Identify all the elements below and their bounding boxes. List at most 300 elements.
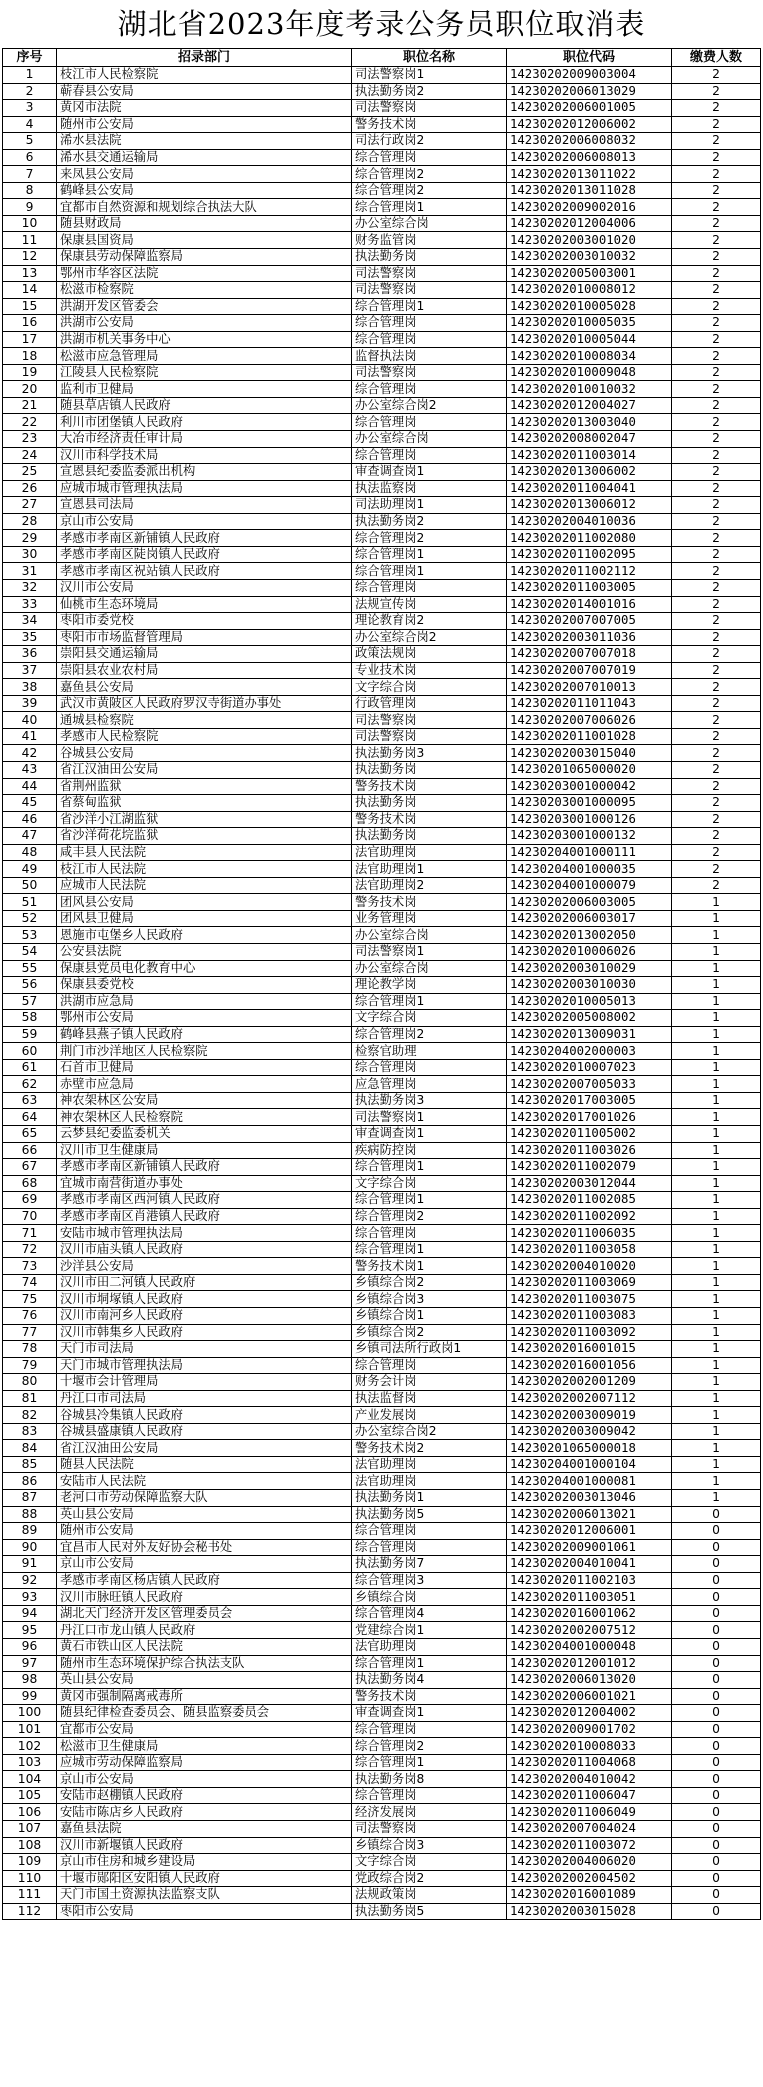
row-index: 95 (3, 1622, 57, 1639)
row-position-name: 综合管理岗1 (352, 1159, 507, 1176)
row-department: 省沙洋小江湖监狱 (57, 811, 352, 828)
row-paid-count: 2 (672, 215, 761, 232)
row-index: 34 (3, 613, 57, 630)
row-position-name: 乡镇综合岗 (352, 1589, 507, 1606)
table-row (3, 1341, 761, 1358)
table-row (3, 1423, 761, 1440)
row-paid-count: 2 (672, 728, 761, 745)
table-row (3, 993, 761, 1010)
header-paid-count: 缴费人数 (672, 49, 761, 67)
row-department: 十堰市郧阳区安阳镇人民政府 (57, 1870, 352, 1887)
row-index: 90 (3, 1539, 57, 1556)
row-position-name: 法官助理岗1 (352, 861, 507, 878)
row-paid-count: 2 (672, 116, 761, 133)
table-row (3, 1754, 761, 1771)
table-row (3, 910, 761, 927)
row-position-code: 14230202010010032 (507, 381, 672, 398)
row-index: 51 (3, 894, 57, 911)
row-index: 40 (3, 712, 57, 729)
table-row (3, 1026, 761, 1043)
table-row (3, 1672, 761, 1689)
row-position-name: 综合管理岗2 (352, 1026, 507, 1043)
row-position-name: 执法勤务岗5 (352, 1506, 507, 1523)
row-department: 保康县劳动保障监察局 (57, 249, 352, 266)
table-row (3, 1870, 761, 1887)
table-row (3, 149, 761, 166)
row-paid-count: 0 (672, 1589, 761, 1606)
row-department: 江陵县人民检察院 (57, 364, 352, 381)
row-position-code: 14230202012001012 (507, 1655, 672, 1672)
row-paid-count: 0 (672, 1539, 761, 1556)
row-index: 2 (3, 83, 57, 100)
row-department: 汉川市公安局 (57, 579, 352, 596)
row-position-name: 乡镇综合岗3 (352, 1837, 507, 1854)
row-position-name: 疾病防控岗 (352, 1142, 507, 1159)
row-position-name: 执法勤务岗 (352, 828, 507, 845)
row-paid-count: 1 (672, 1407, 761, 1424)
row-position-code: 14230202011006035 (507, 1225, 672, 1242)
table-row (3, 1142, 761, 1159)
table-row (3, 397, 761, 414)
row-department: 宜城市南营街道办事处 (57, 1175, 352, 1192)
row-paid-count: 1 (672, 993, 761, 1010)
row-department: 公安县法院 (57, 943, 352, 960)
row-index: 52 (3, 910, 57, 927)
row-position-code: 14230202011003051 (507, 1589, 672, 1606)
row-paid-count: 2 (672, 464, 761, 481)
row-position-code: 14230202007006026 (507, 712, 672, 729)
row-position-code: 14230202010005013 (507, 993, 672, 1010)
table-row (3, 728, 761, 745)
row-position-code: 14230202003015028 (507, 1903, 672, 1920)
row-paid-count: 1 (672, 1274, 761, 1291)
row-position-name: 综合管理岗1 (352, 993, 507, 1010)
row-index: 83 (3, 1423, 57, 1440)
row-paid-count: 0 (672, 1523, 761, 1540)
row-position-name: 司法警察岗 (352, 1820, 507, 1837)
row-position-name: 专业技术岗 (352, 662, 507, 679)
row-position-name: 综合管理岗 (352, 315, 507, 332)
row-position-code: 14230202010009048 (507, 364, 672, 381)
row-paid-count: 2 (672, 844, 761, 861)
row-index: 29 (3, 530, 57, 547)
row-position-name: 执法勤务岗2 (352, 83, 507, 100)
table-row (3, 447, 761, 464)
table-row (3, 712, 761, 729)
row-index: 24 (3, 447, 57, 464)
row-position-code: 14230202011006047 (507, 1787, 672, 1804)
row-position-code: 14230202010005044 (507, 331, 672, 348)
row-paid-count: 2 (672, 100, 761, 117)
table-row (3, 166, 761, 183)
row-paid-count: 1 (672, 977, 761, 994)
row-position-name: 业务管理岗 (352, 910, 507, 927)
table-row (3, 497, 761, 514)
row-position-name: 审查调查岗1 (352, 1126, 507, 1143)
table-row (3, 1043, 761, 1060)
row-department: 团风县公安局 (57, 894, 352, 911)
row-position-name: 综合管理岗2 (352, 1738, 507, 1755)
row-paid-count: 1 (672, 1208, 761, 1225)
row-position-code: 14230202007004024 (507, 1820, 672, 1837)
row-position-code: 14230202011003083 (507, 1308, 672, 1325)
row-position-name: 党建综合岗1 (352, 1622, 507, 1639)
row-position-name: 综合管理岗 (352, 331, 507, 348)
row-position-name: 法官助理岗2 (352, 877, 507, 894)
row-paid-count: 1 (672, 1291, 761, 1308)
table-row (3, 828, 761, 845)
row-position-name: 理论教育岗2 (352, 613, 507, 630)
row-index: 58 (3, 1010, 57, 1027)
row-paid-count: 2 (672, 166, 761, 183)
row-paid-count: 2 (672, 546, 761, 563)
row-index: 92 (3, 1572, 57, 1589)
row-position-code: 14230202012006002 (507, 116, 672, 133)
row-position-name: 乡镇综合岗2 (352, 1274, 507, 1291)
row-department: 应城市城市管理执法局 (57, 480, 352, 497)
row-department: 汉川市科学技术局 (57, 447, 352, 464)
row-index: 65 (3, 1126, 57, 1143)
row-position-name: 警务技术岗1 (352, 1258, 507, 1275)
row-position-code: 14230202006013020 (507, 1672, 672, 1689)
row-department: 洪湖市应急局 (57, 993, 352, 1010)
row-department: 随县草店镇人民政府 (57, 397, 352, 414)
row-position-code: 14230202011002092 (507, 1208, 672, 1225)
row-department: 宣恩县纪委监委派出机构 (57, 464, 352, 481)
row-department: 省江汉油田公安局 (57, 1440, 352, 1457)
row-position-code: 14230202011006049 (507, 1804, 672, 1821)
row-department: 汉川市新堰镇人民政府 (57, 1837, 352, 1854)
table-row (3, 1655, 761, 1672)
row-position-code: 14230202005003001 (507, 265, 672, 282)
row-index: 66 (3, 1142, 57, 1159)
row-position-code: 14230202010005028 (507, 298, 672, 315)
row-position-code: 14230202011003026 (507, 1142, 672, 1159)
row-position-code: 14230202013006012 (507, 497, 672, 514)
row-department: 汉川市脉旺镇人民政府 (57, 1589, 352, 1606)
header-position-name: 职位名称 (352, 49, 507, 67)
row-position-code: 14230202011002079 (507, 1159, 672, 1176)
row-paid-count: 2 (672, 778, 761, 795)
row-paid-count: 2 (672, 414, 761, 431)
row-paid-count: 0 (672, 1572, 761, 1589)
row-position-code: 14230202010006026 (507, 943, 672, 960)
row-index: 73 (3, 1258, 57, 1275)
row-position-code: 14230204002000003 (507, 1043, 672, 1060)
row-department: 谷城县公安局 (57, 745, 352, 762)
row-department: 孝感市孝南区陡岗镇人民政府 (57, 546, 352, 563)
row-department: 枝江市人民法院 (57, 861, 352, 878)
row-position-code: 14230202003009042 (507, 1423, 672, 1440)
header-position-code: 职位代码 (507, 49, 672, 67)
row-position-code: 14230204001000111 (507, 844, 672, 861)
row-index: 45 (3, 795, 57, 812)
row-department: 随县纪律检查委员会、随县监察委员会 (57, 1705, 352, 1722)
row-index: 39 (3, 695, 57, 712)
row-position-code: 14230202013009031 (507, 1026, 672, 1043)
row-position-name: 执法勤务岗3 (352, 1092, 507, 1109)
row-position-name: 司法行政岗2 (352, 133, 507, 150)
row-position-name: 司法警察岗 (352, 364, 507, 381)
row-index: 87 (3, 1490, 57, 1507)
row-position-code: 14230202002007112 (507, 1390, 672, 1407)
row-position-code: 14230202017001026 (507, 1109, 672, 1126)
row-paid-count: 2 (672, 381, 761, 398)
row-department: 应城市人民法院 (57, 877, 352, 894)
row-position-code: 14230202003010029 (507, 960, 672, 977)
row-index: 78 (3, 1341, 57, 1358)
table-row (3, 927, 761, 944)
row-position-code: 14230202007007018 (507, 646, 672, 663)
row-index: 104 (3, 1771, 57, 1788)
row-position-code: 14230202011002103 (507, 1572, 672, 1589)
row-position-code: 14230202011002080 (507, 530, 672, 547)
row-position-name: 综合管理岗 (352, 447, 507, 464)
row-position-name: 财务会计岗 (352, 1374, 507, 1391)
table-row (3, 1887, 761, 1904)
row-position-name: 司法警察岗 (352, 100, 507, 117)
row-paid-count: 0 (672, 1655, 761, 1672)
row-position-name: 法官助理岗 (352, 1456, 507, 1473)
row-position-name: 产业发展岗 (352, 1407, 507, 1424)
table-row (3, 215, 761, 232)
row-department: 浠水县法院 (57, 133, 352, 150)
row-department: 鹤峰县公安局 (57, 182, 352, 199)
row-department: 团风县卫健局 (57, 910, 352, 927)
row-index: 72 (3, 1241, 57, 1258)
row-position-code: 14230202008002047 (507, 431, 672, 448)
row-department: 鹤峰县燕子镇人民政府 (57, 1026, 352, 1043)
table-row (3, 431, 761, 448)
row-position-code: 14230202010008033 (507, 1738, 672, 1755)
row-department: 荆门市沙洋地区人民检察院 (57, 1043, 352, 1060)
row-department: 安陆市赵棚镇人民政府 (57, 1787, 352, 1804)
table-row (3, 1787, 761, 1804)
row-department: 枣阳市公安局 (57, 1903, 352, 1920)
row-index: 64 (3, 1109, 57, 1126)
row-paid-count: 0 (672, 1738, 761, 1755)
row-department: 省沙洋荷花垸监狱 (57, 828, 352, 845)
row-position-name: 执法勤务岗8 (352, 1771, 507, 1788)
row-department: 京山市住房和城乡建设局 (57, 1854, 352, 1871)
row-position-name: 文字综合岗 (352, 1010, 507, 1027)
row-paid-count: 1 (672, 910, 761, 927)
row-department: 天门市城市管理执法局 (57, 1357, 352, 1374)
row-position-name: 司法警察岗1 (352, 1109, 507, 1126)
row-paid-count: 1 (672, 1341, 761, 1358)
row-position-code: 14230204001000048 (507, 1638, 672, 1655)
row-paid-count: 1 (672, 1308, 761, 1325)
row-department: 利川市团堡镇人民政府 (57, 414, 352, 431)
row-paid-count: 0 (672, 1870, 761, 1887)
row-position-code: 14230202002001209 (507, 1374, 672, 1391)
row-index: 91 (3, 1556, 57, 1573)
row-index: 112 (3, 1903, 57, 1920)
row-department: 黄冈市法院 (57, 100, 352, 117)
table-row (3, 1291, 761, 1308)
row-position-code: 14230202011003014 (507, 447, 672, 464)
row-paid-count: 2 (672, 530, 761, 547)
row-position-name: 法规宣传岗 (352, 596, 507, 613)
row-paid-count: 2 (672, 265, 761, 282)
row-position-name: 法官助理岗 (352, 1638, 507, 1655)
row-paid-count: 1 (672, 1374, 761, 1391)
row-paid-count: 2 (672, 133, 761, 150)
row-position-code: 14230203001000042 (507, 778, 672, 795)
row-paid-count: 2 (672, 232, 761, 249)
row-position-name: 法官助理岗 (352, 1473, 507, 1490)
row-position-name: 乡镇综合岗2 (352, 1324, 507, 1341)
row-position-name: 综合管理岗1 (352, 546, 507, 563)
row-position-code: 14230202011011043 (507, 695, 672, 712)
table-row (3, 1490, 761, 1507)
row-paid-count: 1 (672, 1043, 761, 1060)
row-position-name: 乡镇司法所行政岗1 (352, 1341, 507, 1358)
row-department: 崇阳县农业农村局 (57, 662, 352, 679)
row-position-code: 14230202004010041 (507, 1556, 672, 1573)
row-index: 56 (3, 977, 57, 994)
row-index: 68 (3, 1175, 57, 1192)
row-paid-count: 2 (672, 695, 761, 712)
row-position-code: 14230202003010032 (507, 249, 672, 266)
row-department: 英山县公安局 (57, 1506, 352, 1523)
row-position-name: 文字综合岗 (352, 679, 507, 696)
row-department: 保康县委党校 (57, 977, 352, 994)
table-row (3, 960, 761, 977)
row-index: 32 (3, 579, 57, 596)
row-position-name: 应急管理岗 (352, 1076, 507, 1093)
row-department: 云梦县纪委监委机关 (57, 1126, 352, 1143)
row-position-name: 综合管理岗 (352, 579, 507, 596)
row-position-code: 14230202011002095 (507, 546, 672, 563)
row-position-name: 综合管理岗1 (352, 298, 507, 315)
table-row (3, 877, 761, 894)
row-department: 枝江市人民检察院 (57, 67, 352, 84)
row-position-name: 综合管理岗 (352, 1225, 507, 1242)
row-index: 93 (3, 1589, 57, 1606)
table-row (3, 182, 761, 199)
row-department: 神农架林区人民检察院 (57, 1109, 352, 1126)
row-paid-count: 2 (672, 579, 761, 596)
row-index: 9 (3, 199, 57, 216)
table-row (3, 1903, 761, 1920)
row-index: 74 (3, 1274, 57, 1291)
row-paid-count: 1 (672, 960, 761, 977)
row-index: 22 (3, 414, 57, 431)
row-paid-count: 0 (672, 1506, 761, 1523)
row-position-code: 14230202003001020 (507, 232, 672, 249)
row-index: 18 (3, 348, 57, 365)
row-department: 随州市生态环境保护综合执法支队 (57, 1655, 352, 1672)
row-department: 随州市公安局 (57, 1523, 352, 1540)
row-position-name: 警务技术岗2 (352, 1440, 507, 1457)
row-department: 蕲春县公安局 (57, 83, 352, 100)
row-paid-count: 1 (672, 1175, 761, 1192)
table-row (3, 1820, 761, 1837)
row-index: 69 (3, 1192, 57, 1209)
row-position-code: 14230203001000132 (507, 828, 672, 845)
row-position-code: 14230202013003040 (507, 414, 672, 431)
table-row (3, 1241, 761, 1258)
row-position-name: 警务技术岗 (352, 778, 507, 795)
row-position-name: 司法警察岗 (352, 265, 507, 282)
row-position-code: 14230202012006001 (507, 1523, 672, 1540)
row-department: 天门市国土资源执法监察支队 (57, 1887, 352, 1904)
table-row (3, 1175, 761, 1192)
row-index: 94 (3, 1605, 57, 1622)
table-row (3, 613, 761, 630)
table-row (3, 761, 761, 778)
row-position-code: 14230202010008012 (507, 282, 672, 299)
table-row (3, 1556, 761, 1573)
row-index: 47 (3, 828, 57, 845)
row-index: 3 (3, 100, 57, 117)
row-department: 十堰市会计管理局 (57, 1374, 352, 1391)
row-department: 枣阳市委党校 (57, 613, 352, 630)
table-row (3, 1109, 761, 1126)
row-position-name: 理论教学岗 (352, 977, 507, 994)
row-index: 103 (3, 1754, 57, 1771)
row-department: 赤壁市应急局 (57, 1076, 352, 1093)
row-department: 天门市司法局 (57, 1341, 352, 1358)
row-position-code: 14230202011001028 (507, 728, 672, 745)
row-position-name: 综合管理岗1 (352, 563, 507, 580)
row-department: 监利市卫健局 (57, 381, 352, 398)
row-index: 7 (3, 166, 57, 183)
table-row (3, 1059, 761, 1076)
row-position-code: 14230204001000079 (507, 877, 672, 894)
row-position-code: 14230202006003017 (507, 910, 672, 927)
row-department: 宜都市公安局 (57, 1721, 352, 1738)
row-paid-count: 2 (672, 828, 761, 845)
row-position-code: 14230203001000095 (507, 795, 672, 812)
row-department: 孝感市孝南区西河镇人民政府 (57, 1192, 352, 1209)
row-index: 81 (3, 1390, 57, 1407)
table-body (3, 67, 761, 1920)
row-position-name: 警务技术岗 (352, 894, 507, 911)
row-department: 汉川市田二河镇人民政府 (57, 1274, 352, 1291)
page-title: 湖北省2023年度考录公务员职位取消表 (117, 7, 646, 41)
row-paid-count: 2 (672, 83, 761, 100)
row-position-name: 司法警察岗1 (352, 943, 507, 960)
row-position-name: 办公室综合岗 (352, 927, 507, 944)
table-row (3, 1308, 761, 1325)
row-position-name: 监督执法岗 (352, 348, 507, 365)
row-paid-count: 2 (672, 348, 761, 365)
table-row (3, 695, 761, 712)
row-position-code: 14230202011003072 (507, 1837, 672, 1854)
row-department: 随州市公安局 (57, 116, 352, 133)
table-row (3, 1192, 761, 1209)
table-row (3, 298, 761, 315)
table-row (3, 629, 761, 646)
row-position-name: 乡镇综合岗3 (352, 1291, 507, 1308)
row-department: 汉川市垌塚镇人民政府 (57, 1291, 352, 1308)
table-row (3, 778, 761, 795)
row-position-code: 14230202004006020 (507, 1854, 672, 1871)
row-paid-count: 1 (672, 1126, 761, 1143)
row-department: 孝感市孝南区祝站镇人民政府 (57, 563, 352, 580)
row-index: 70 (3, 1208, 57, 1225)
row-index: 13 (3, 265, 57, 282)
row-position-name: 执法勤务岗 (352, 249, 507, 266)
row-department: 鄂州市公安局 (57, 1010, 352, 1027)
table-row (3, 977, 761, 994)
row-index: 54 (3, 943, 57, 960)
row-paid-count: 0 (672, 1887, 761, 1904)
row-paid-count: 2 (672, 811, 761, 828)
row-paid-count: 0 (672, 1837, 761, 1854)
